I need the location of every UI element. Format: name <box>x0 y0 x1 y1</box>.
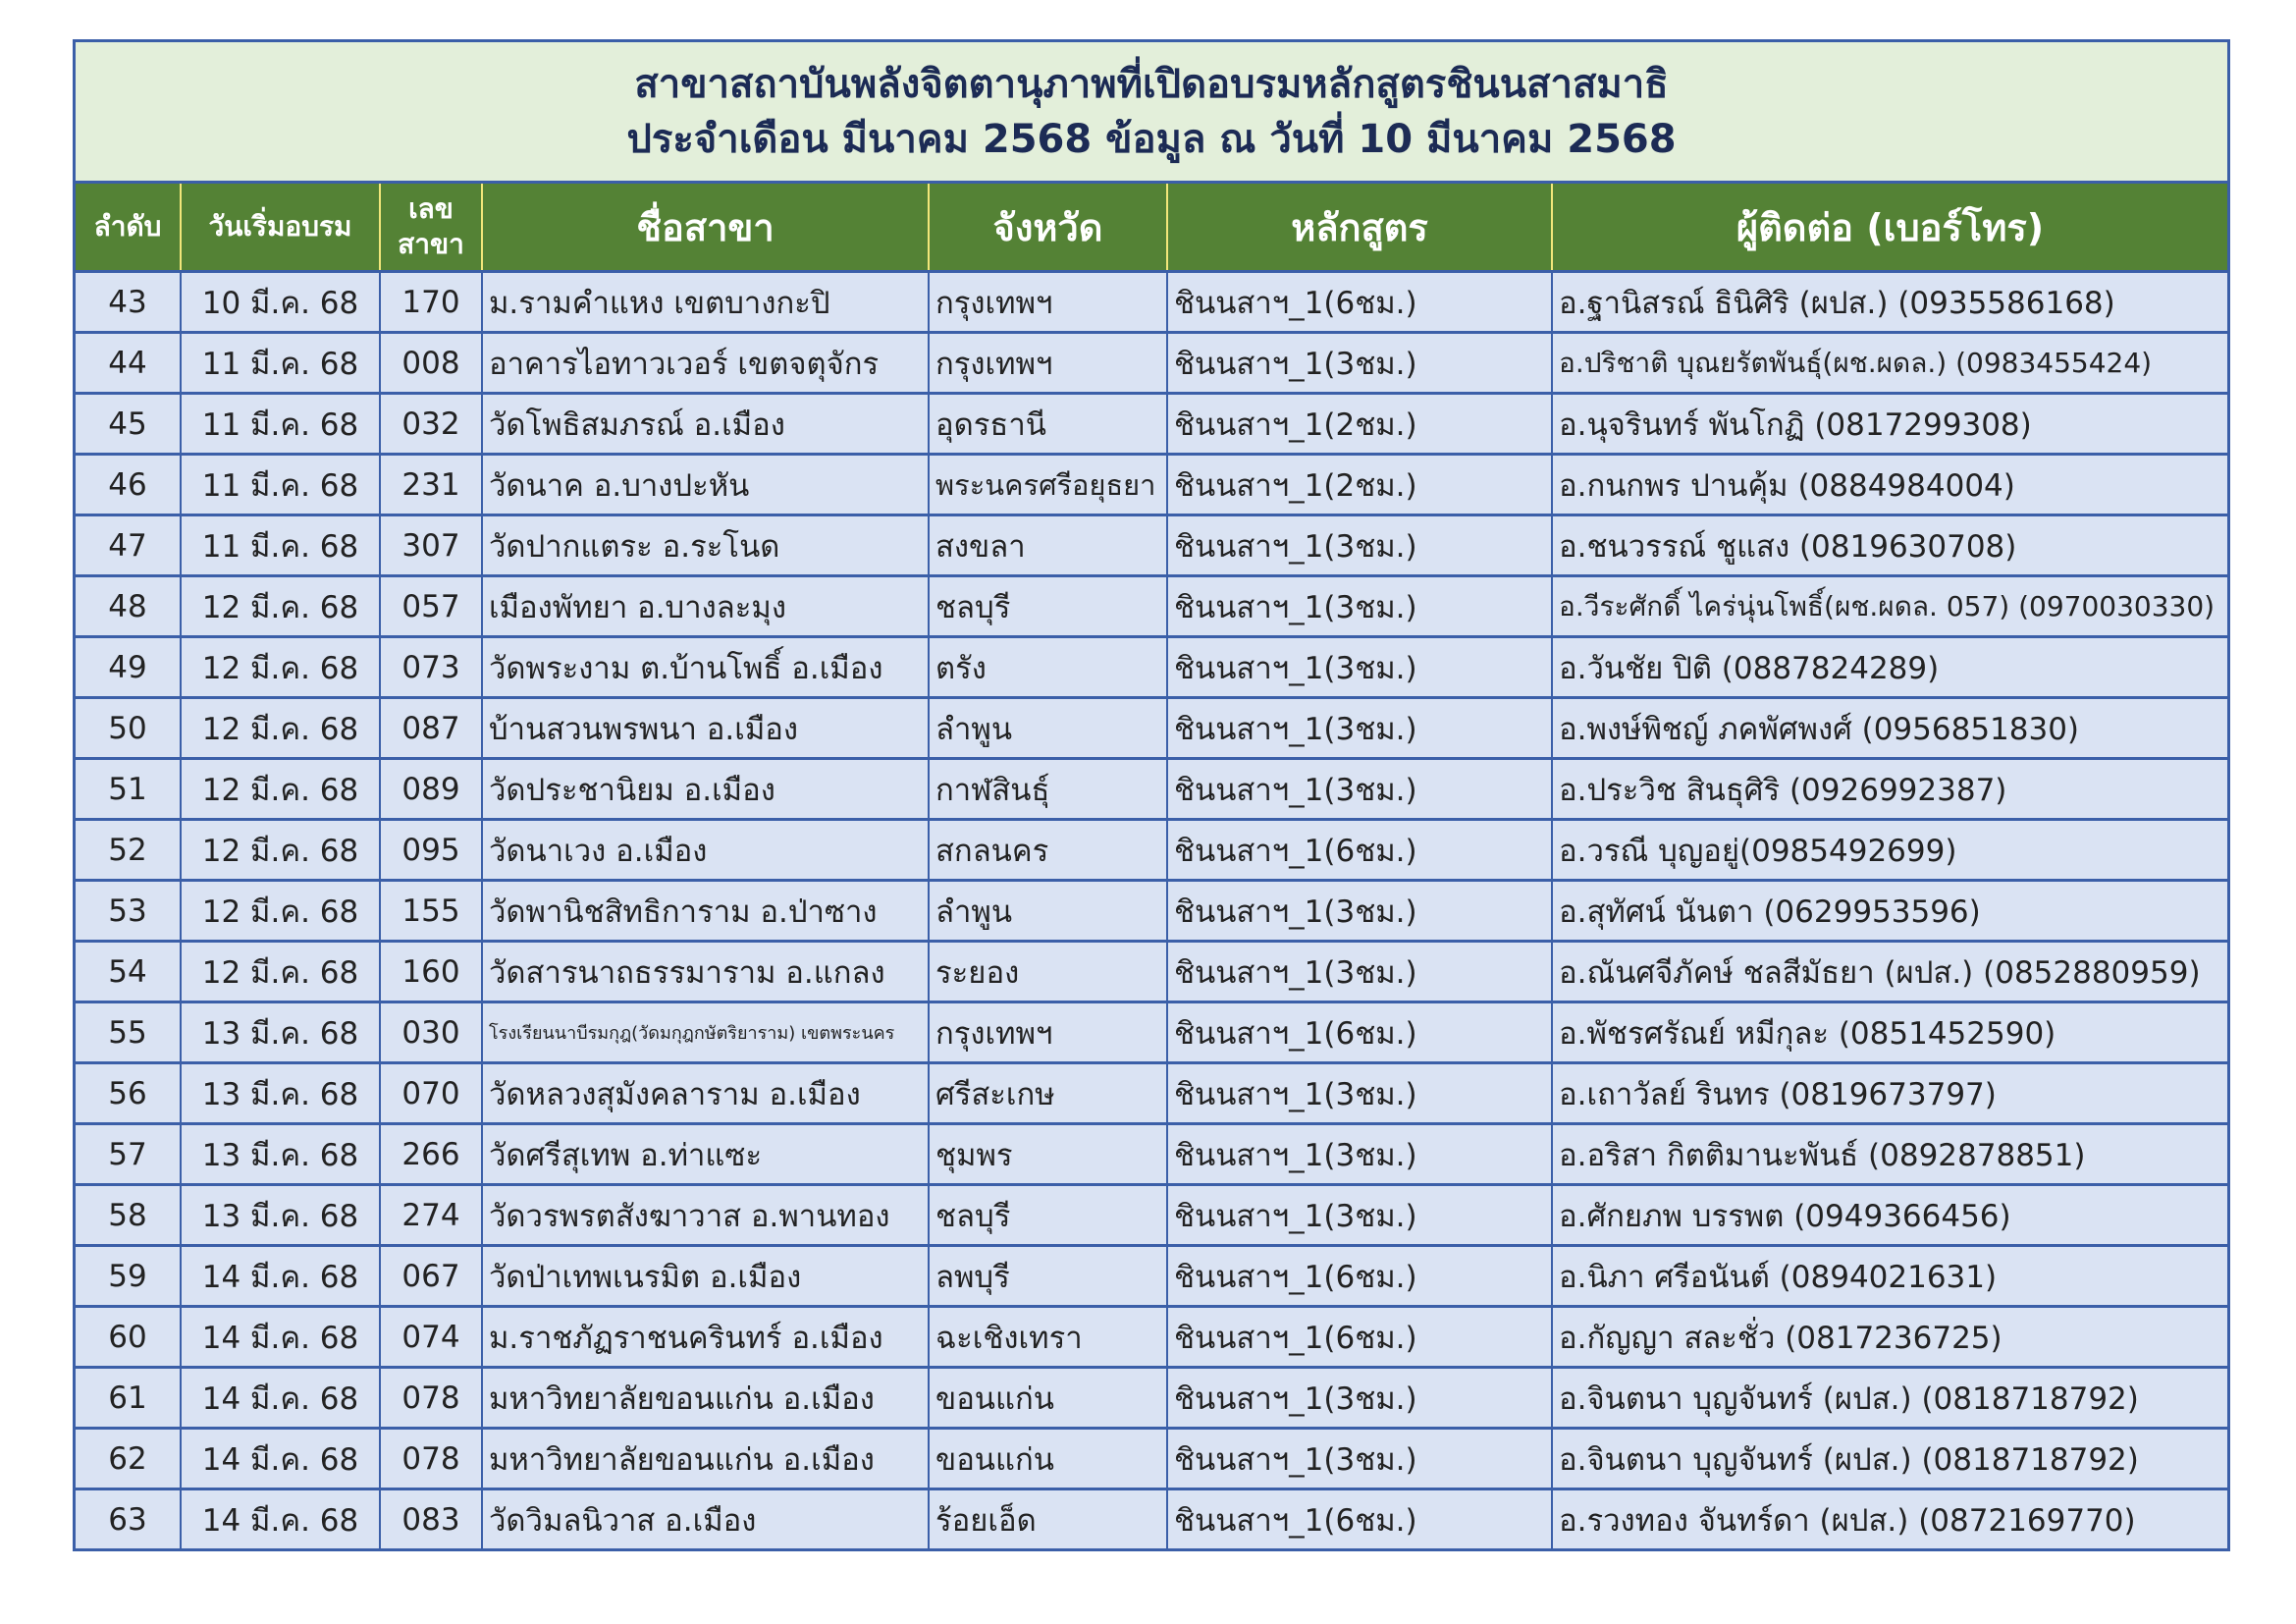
table-row <box>76 455 2227 515</box>
cell-no: 59 <box>76 1246 181 1307</box>
cell-course: ชินนสาฯ_1(6ชม.) <box>1167 1002 1552 1063</box>
cell-start-date: 14 มี.ค. 68 <box>181 1246 380 1307</box>
cell-course: ชินนสาฯ_1(3ชม.) <box>1167 942 1552 1002</box>
document-title: สาขาสถาบันพลังจิตตานุภาพที่เปิดอบรมหลักสูตรชินนสาสมาธิ <box>634 61 1669 107</box>
cell-branch-no: 274 <box>380 1185 482 1246</box>
cell-course: ชินนสาฯ_1(3ชม.) <box>1167 759 1552 820</box>
header-row <box>76 184 2227 272</box>
cell-branch-no: 095 <box>380 820 482 881</box>
table-row <box>76 333 2227 394</box>
table-row <box>76 1307 2227 1368</box>
cell-start-date: 11 มี.ค. 68 <box>181 394 380 455</box>
cell-course: ชินนสาฯ_1(2ชม.) <box>1167 394 1552 455</box>
cell-province: กรุงเทพฯ <box>929 272 1167 333</box>
cell-branch-no: 083 <box>380 1489 482 1549</box>
cell-contact: อ.กนกพร ปานคุ้ม (0884984004) <box>1552 455 2227 515</box>
cell-no: 46 <box>76 455 181 515</box>
cell-branch-name: วัดปากแตระ อ.ระโนด <box>482 515 929 576</box>
table-row <box>76 576 2227 637</box>
cell-course: ชินนสาฯ_1(3ชม.) <box>1167 515 1552 576</box>
cell-province: ฉะเชิงเทรา <box>929 1307 1167 1368</box>
table-row <box>76 1429 2227 1489</box>
header-start-date: วันเริ่มอบรม <box>181 184 380 272</box>
cell-branch-name: มหาวิทยาลัยขอนแก่น อ.เมือง <box>482 1368 929 1429</box>
branch-schedule-table <box>76 184 2227 1548</box>
cell-no: 52 <box>76 820 181 881</box>
cell-province: ชลบุรี <box>929 1185 1167 1246</box>
cell-branch-no: 170 <box>380 272 482 333</box>
header-course: หลักสูตร <box>1167 184 1552 272</box>
cell-start-date: 12 มี.ค. 68 <box>181 637 380 698</box>
table-row <box>76 1002 2227 1063</box>
cell-branch-name: วัดศรีสุเทพ อ.ท่าแซะ <box>482 1124 929 1185</box>
cell-no: 60 <box>76 1307 181 1368</box>
schedule-sheet <box>73 39 2230 1551</box>
cell-branch-name: วัดป่าเทพเนรมิต อ.เมือง <box>482 1246 929 1307</box>
cell-course: ชินนสาฯ_1(3ชม.) <box>1167 1429 1552 1489</box>
cell-province: ตรัง <box>929 637 1167 698</box>
cell-branch-no: 057 <box>380 576 482 637</box>
header-branch-no <box>380 184 482 272</box>
cell-province: ขอนแก่น <box>929 1429 1167 1489</box>
cell-branch-name: วัดสารนาถธรรมาราม อ.แกลง <box>482 942 929 1002</box>
table-row <box>76 698 2227 759</box>
cell-start-date: 12 มี.ค. 68 <box>181 576 380 637</box>
cell-branch-no: 087 <box>380 698 482 759</box>
cell-no: 47 <box>76 515 181 576</box>
cell-contact: อ.จินตนา บุญจันทร์ (ผปส.) (0818718792) <box>1552 1429 2227 1489</box>
cell-contact: อ.เถาวัลย์ รินทร (0819673797) <box>1552 1063 2227 1124</box>
cell-contact: อ.ฐานิสรณ์ ธินิศิริ (ผปส.) (0935586168) <box>1552 272 2227 333</box>
cell-start-date: 12 มี.ค. 68 <box>181 759 380 820</box>
cell-branch-name: วัดหลวงสุมังคลาราม อ.เมือง <box>482 1063 929 1124</box>
table-row <box>76 759 2227 820</box>
cell-course: ชินนสาฯ_1(3ชม.) <box>1167 1368 1552 1429</box>
cell-course: ชินนสาฯ_1(3ชม.) <box>1167 637 1552 698</box>
table-row <box>76 820 2227 881</box>
table-row <box>76 1124 2227 1185</box>
cell-province: ชุมพร <box>929 1124 1167 1185</box>
cell-course: ชินนสาฯ_1(3ชม.) <box>1167 1063 1552 1124</box>
cell-course: ชินนสาฯ_1(3ชม.) <box>1167 576 1552 637</box>
cell-start-date: 14 มี.ค. 68 <box>181 1429 380 1489</box>
cell-contact: อ.พัชรศรัณย์ หมีกุละ (0851452590) <box>1552 1002 2227 1063</box>
cell-branch-no: 266 <box>380 1124 482 1185</box>
table-row <box>76 1185 2227 1246</box>
cell-branch-no: 155 <box>380 881 482 942</box>
cell-province: สงขลา <box>929 515 1167 576</box>
cell-no: 57 <box>76 1124 181 1185</box>
cell-branch-name: วัดพระงาม ต.บ้านโพธิ์ อ.เมือง <box>482 637 929 698</box>
cell-no: 56 <box>76 1063 181 1124</box>
table-body <box>76 272 2227 1549</box>
cell-course: ชินนสาฯ_1(6ชม.) <box>1167 272 1552 333</box>
cell-contact: อ.ชนวรรณ์ ชูแสง (0819630708) <box>1552 515 2227 576</box>
cell-province: กรุงเทพฯ <box>929 1002 1167 1063</box>
cell-course: ชินนสาฯ_1(3ชม.) <box>1167 1124 1552 1185</box>
document-subtitle: ประจำเดือน มีนาคม 2568 ข้อมูล ณ วันที่ 10 มีนาคม 2568 <box>626 116 1677 162</box>
cell-branch-name: บ้านสวนพรพนา อ.เมือง <box>482 698 929 759</box>
cell-start-date: 12 มี.ค. 68 <box>181 942 380 1002</box>
cell-no: 51 <box>76 759 181 820</box>
cell-no: 58 <box>76 1185 181 1246</box>
table-row <box>76 1063 2227 1124</box>
table-row <box>76 637 2227 698</box>
header-province: จังหวัด <box>929 184 1167 272</box>
cell-branch-name: วัดนาค อ.บางปะหัน <box>482 455 929 515</box>
header-contact: ผู้ติดต่อ (เบอร์โทร) <box>1552 184 2227 272</box>
cell-start-date: 13 มี.ค. 68 <box>181 1124 380 1185</box>
cell-contact: อ.วีระศักดิ์ ไคร่นุ่นโพธิ์(ผช.ผดล. 057) (0970030330) <box>1552 576 2227 637</box>
cell-province: ร้อยเอ็ด <box>929 1489 1167 1549</box>
cell-contact: อ.วันชัย ปิติ (0887824289) <box>1552 637 2227 698</box>
cell-start-date: 12 มี.ค. 68 <box>181 881 380 942</box>
cell-branch-name: เมืองพัทยา อ.บางละมุง <box>482 576 929 637</box>
cell-branch-no: 070 <box>380 1063 482 1124</box>
cell-branch-name: ม.ราชภัฏราชนครินทร์ อ.เมือง <box>482 1307 929 1368</box>
cell-province: ขอนแก่น <box>929 1368 1167 1429</box>
cell-contact: อ.อริสา กิตติมานะพันธ์ (0892878851) <box>1552 1124 2227 1185</box>
cell-start-date: 12 มี.ค. 68 <box>181 698 380 759</box>
cell-start-date: 13 มี.ค. 68 <box>181 1185 380 1246</box>
cell-no: 55 <box>76 1002 181 1063</box>
cell-contact: อ.สุทัศน์ นันตา (0629953596) <box>1552 881 2227 942</box>
cell-course: ชินนสาฯ_1(3ชม.) <box>1167 1185 1552 1246</box>
table-row <box>76 515 2227 576</box>
cell-province: ชลบุรี <box>929 576 1167 637</box>
cell-branch-name: วัดวิมลนิวาส อ.เมือง <box>482 1489 929 1549</box>
table-row <box>76 881 2227 942</box>
cell-branch-no: 307 <box>380 515 482 576</box>
cell-province: ระยอง <box>929 942 1167 1002</box>
cell-start-date: 11 มี.ค. 68 <box>181 333 380 394</box>
header-branch-name: ชื่อสาขา <box>482 184 929 272</box>
cell-branch-name: วัดประชานิยม อ.เมือง <box>482 759 929 820</box>
header-branch-no-line2: สาขา <box>398 228 464 260</box>
cell-start-date: 12 มี.ค. 68 <box>181 820 380 881</box>
cell-start-date: 10 มี.ค. 68 <box>181 272 380 333</box>
cell-province: ศรีสะเกษ <box>929 1063 1167 1124</box>
cell-province: สกลนคร <box>929 820 1167 881</box>
header-no: ลำดับ <box>76 184 181 272</box>
cell-start-date: 14 มี.ค. 68 <box>181 1368 380 1429</box>
cell-course: ชินนสาฯ_1(6ชม.) <box>1167 1489 1552 1549</box>
cell-branch-name: มหาวิทยาลัยขอนแก่น อ.เมือง <box>482 1429 929 1489</box>
cell-branch-no: 008 <box>380 333 482 394</box>
cell-contact: อ.รวงทอง จันทร์ดา (ผปส.) (0872169770) <box>1552 1489 2227 1549</box>
cell-start-date: 11 มี.ค. 68 <box>181 455 380 515</box>
cell-start-date: 11 มี.ค. 68 <box>181 515 380 576</box>
cell-course: ชินนสาฯ_1(3ชม.) <box>1167 881 1552 942</box>
table-row <box>76 1489 2227 1549</box>
cell-branch-no: 032 <box>380 394 482 455</box>
cell-branch-name: ม.รามคำแหง เขตบางกะปิ <box>482 272 929 333</box>
cell-no: 54 <box>76 942 181 1002</box>
cell-branch-no: 073 <box>380 637 482 698</box>
table-row <box>76 272 2227 333</box>
cell-province: ลำพูน <box>929 881 1167 942</box>
cell-contact: อ.ณันศจีภัคษ์ ชลสีมัธยา (ผปส.) (0852880959) <box>1552 942 2227 1002</box>
cell-contact: อ.พงษ์พิชญ์ ภคพัศพงศ์ (0956851830) <box>1552 698 2227 759</box>
cell-branch-no: 078 <box>380 1368 482 1429</box>
cell-contact: อ.กัญญา สละชั่ว (0817236725) <box>1552 1307 2227 1368</box>
table-row <box>76 1246 2227 1307</box>
cell-province: ลำพูน <box>929 698 1167 759</box>
cell-no: 63 <box>76 1489 181 1549</box>
cell-course: ชินนสาฯ_1(6ชม.) <box>1167 820 1552 881</box>
cell-start-date: 14 มี.ค. 68 <box>181 1489 380 1549</box>
cell-branch-no: 231 <box>380 455 482 515</box>
cell-province: พระนครศรีอยุธยา <box>929 455 1167 515</box>
cell-branch-no: 089 <box>380 759 482 820</box>
cell-branch-no: 160 <box>380 942 482 1002</box>
cell-contact: อ.จินตนา บุญจันทร์ (ผปส.) (0818718792) <box>1552 1368 2227 1429</box>
cell-branch-no: 030 <box>380 1002 482 1063</box>
cell-start-date: 13 มี.ค. 68 <box>181 1063 380 1124</box>
cell-course: ชินนสาฯ_1(3ชม.) <box>1167 333 1552 394</box>
cell-course: ชินนสาฯ_1(3ชม.) <box>1167 698 1552 759</box>
cell-course: ชินนสาฯ_1(2ชม.) <box>1167 455 1552 515</box>
cell-start-date: 14 มี.ค. 68 <box>181 1307 380 1368</box>
cell-branch-name: อาคารไอทาวเวอร์ เขตจตุจักร <box>482 333 929 394</box>
cell-branch-no: 074 <box>380 1307 482 1368</box>
cell-contact: อ.ประวิช สินธุศิริ (0926992387) <box>1552 759 2227 820</box>
cell-branch-no: 067 <box>380 1246 482 1307</box>
cell-branch-name: วัดนาเวง อ.เมือง <box>482 820 929 881</box>
cell-contact: อ.ศักยภพ บรรพต (0949366456) <box>1552 1185 2227 1246</box>
cell-contact: อ.นิภา ศรีอนันต์ (0894021631) <box>1552 1246 2227 1307</box>
header-branch-no-line1: เลข <box>408 192 454 225</box>
cell-no: 53 <box>76 881 181 942</box>
cell-no: 61 <box>76 1368 181 1429</box>
cell-no: 43 <box>76 272 181 333</box>
cell-course: ชินนสาฯ_1(6ชม.) <box>1167 1307 1552 1368</box>
cell-province: กรุงเทพฯ <box>929 333 1167 394</box>
cell-course: ชินนสาฯ_1(6ชม.) <box>1167 1246 1552 1307</box>
cell-branch-no: 078 <box>380 1429 482 1489</box>
table-row <box>76 942 2227 1002</box>
cell-no: 49 <box>76 637 181 698</box>
cell-province: ลพบุรี <box>929 1246 1167 1307</box>
cell-province: กาฬสินธุ์ <box>929 759 1167 820</box>
table-header <box>76 184 2227 272</box>
cell-province: อุดรธานี <box>929 394 1167 455</box>
cell-no: 48 <box>76 576 181 637</box>
cell-branch-name: โรงเรียนนาบีรมกุฎ(วัดมกุฎกษัตริยาราม) เขตพระนคร <box>482 1002 929 1063</box>
cell-branch-name: วัดพานิชสิทธิการาม อ.ป่าซาง <box>482 881 929 942</box>
cell-branch-name: วัดวรพรตสังฆาวาส อ.พานทอง <box>482 1185 929 1246</box>
cell-no: 45 <box>76 394 181 455</box>
cell-start-date: 13 มี.ค. 68 <box>181 1002 380 1063</box>
table-row <box>76 394 2227 455</box>
cell-branch-name: วัดโพธิสมภรณ์ อ.เมือง <box>482 394 929 455</box>
cell-contact: อ.นุจรินทร์ พันโกฏิ (0817299308) <box>1552 394 2227 455</box>
cell-no: 50 <box>76 698 181 759</box>
cell-no: 44 <box>76 333 181 394</box>
cell-contact: อ.ปริชาติ บุณยรัตพันธุ์(ผช.ผดล.) (0983455424) <box>1552 333 2227 394</box>
table-row <box>76 1368 2227 1429</box>
title-block <box>76 42 2227 184</box>
cell-contact: อ.วรณี บุญอยู่(0985492699) <box>1552 820 2227 881</box>
cell-no: 62 <box>76 1429 181 1489</box>
